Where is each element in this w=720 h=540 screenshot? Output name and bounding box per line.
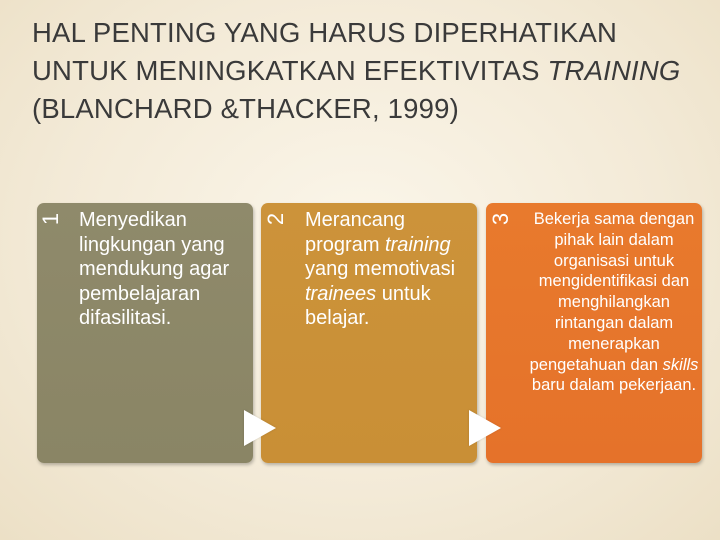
step-text-3	[529, 209, 699, 396]
process-step-2	[261, 203, 477, 463]
title-line-1: HAL PENTING YANG HARUS DIPERHATIKAN	[32, 17, 618, 48]
step-3-text-b: skills	[662, 355, 699, 374]
title-line-3: (BLANCHARD &THACKER, 1999)	[32, 93, 459, 124]
step-number-2: 2	[263, 212, 288, 226]
step-2-text-e: untuk belajar.	[305, 282, 431, 329]
play-arrow-icon	[244, 410, 276, 446]
process-step-3	[486, 203, 702, 463]
play-arrow-icon	[469, 410, 501, 446]
slide-title	[32, 14, 702, 128]
step-number-3: 3	[488, 212, 513, 226]
step-3-text-a: Bekerja sama dengan pihak lain dalam organisasi untuk mengidentifikasi dan menghilangkan rintangan dalam menerapkan pengetahuan dan	[529, 210, 695, 374]
title-line-2	[32, 52, 702, 90]
process-step-1	[37, 203, 253, 463]
step-text-1: Menyedikan lingkungan yang mendukung agar pembelajaran difasilitasi.	[79, 209, 230, 329]
title-line-2-italic: TRAINING	[547, 55, 681, 86]
step-2-text-b: training	[385, 233, 451, 256]
step-text-2	[305, 208, 475, 331]
step-number-1: 1	[38, 212, 63, 226]
step-3-text-c: baru dalam pekerjaan.	[531, 376, 697, 395]
title-line-2-text: UNTUK MENINGKATKAN EFEKTIVITAS	[32, 55, 548, 86]
step-2-text-c: yang memotivasi	[305, 258, 456, 280]
step-2-text-d: trainees	[305, 282, 377, 305]
step-2-text-a: Merancang program	[305, 209, 406, 256]
